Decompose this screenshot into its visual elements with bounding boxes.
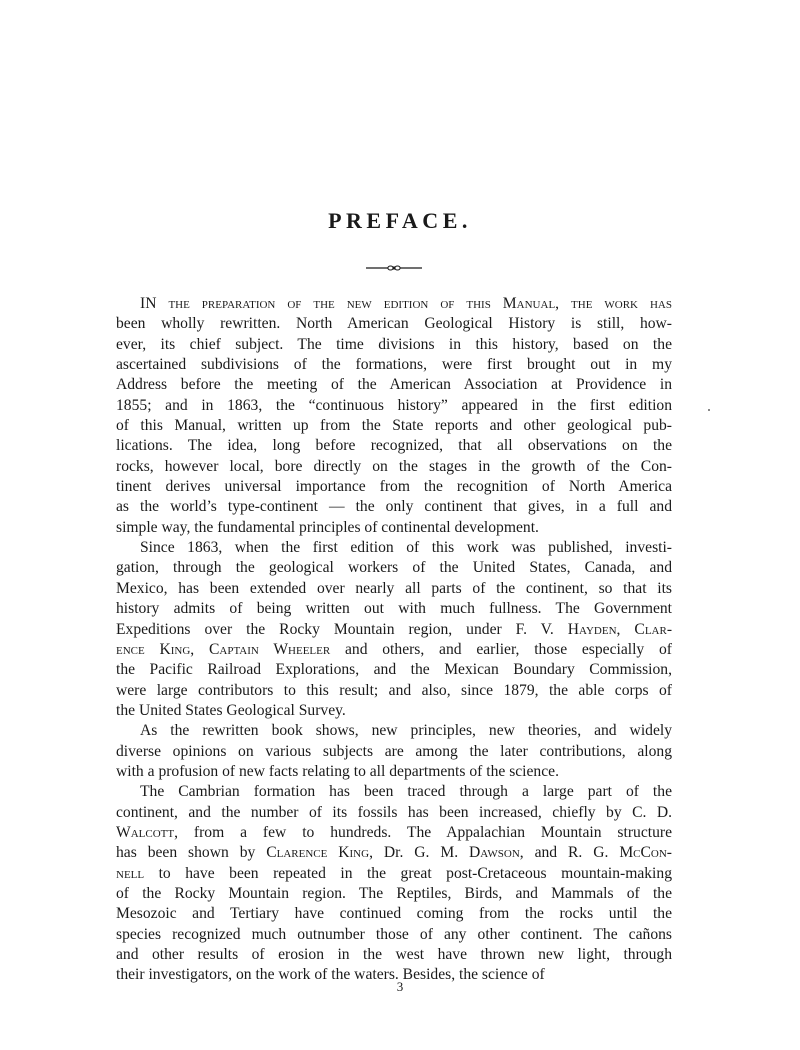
text-line: their investigators, on the work of the waters. Besides, the science of: [116, 966, 545, 984]
text-segment: has been shown by: [116, 844, 267, 862]
text-line: species recognized much outnumber those of any other continent. The cañons: [116, 925, 672, 943]
text-segment: , from a few to hundreds. The Appalachian Mountain structure: [174, 823, 672, 841]
text-line: simple way, the fundamental principles of continental development.: [116, 518, 539, 536]
paragraph: [116, 721, 672, 782]
text-line: Mesozoic and Tertiary have continued coming from the rocks until the: [116, 905, 672, 923]
text-line: the United States Geological Survey.: [116, 701, 346, 719]
text-segment: IN: [140, 295, 157, 312]
text-line: as the world’s type-continent — the only continent that gives, in a full and: [116, 498, 672, 516]
text-line: [116, 294, 672, 314]
page-title: PREFACE.: [328, 208, 472, 233]
text-line: lications. The idea, long before recognized, that all observations on the: [116, 437, 672, 455]
small-caps-name: Walcott: [116, 823, 175, 841]
text-line: The Cambrian formation has been traced through a large part of the: [140, 783, 672, 801]
text-line: ever, its chief subject. The time divisions in this history, based on the: [116, 335, 672, 353]
text-line: history admits of being written out with much fullness. The Government: [116, 600, 672, 618]
text-segment: to have been repeated in the great post-Cretaceous mountain-making: [144, 864, 672, 882]
text-line: and other results of erosion in the west have thrown new light, through: [116, 946, 672, 963]
text-line: of this Manual, written up from the State reports and other geological pub-: [116, 417, 672, 435]
small-caps-name: ence King, Captain Wheeler: [116, 640, 331, 658]
text-segment: Expeditions over the Rocky Mountain region, under F. V.: [116, 620, 568, 638]
preface-body: [116, 294, 672, 986]
text-line: gation, through the geological workers of the United States, Canada, and: [116, 559, 672, 577]
margin-speck: [708, 409, 710, 411]
text-line: rocks, however local, bore directly on the stages in the growth of the Con-: [116, 457, 672, 475]
paragraph: [116, 782, 672, 985]
text-segment: , and R. G.: [519, 844, 620, 862]
small-caps-name: the preparation of the new edition of this Manual, the work has: [156, 295, 672, 312]
text-line: 1855; and in 1863, the “continuous history” appeared in the first edition: [116, 396, 672, 414]
page-number: 3: [396, 979, 404, 994]
ornament-divider: [366, 264, 422, 272]
paragraph: [116, 294, 672, 538]
text-line: of the Rocky Mountain region. The Reptiles, Birds, and Mammals of the: [116, 884, 672, 902]
text-line: been wholly rewritten. North American Geological History is still, how-: [116, 315, 672, 333]
text-line: Since 1863, when the first edition of this work was published, investi-: [140, 539, 672, 557]
text-line: [116, 620, 672, 640]
small-caps-name: Clarence King: [266, 844, 370, 862]
text-line: ascertained subdivisions of the formations, were first brought out in my: [116, 356, 672, 374]
small-caps-name: nell: [116, 864, 145, 882]
small-caps-name: Dawson: [469, 844, 520, 862]
paragraph: [116, 538, 672, 721]
text-segment: , Dr. G. M.: [369, 844, 470, 862]
text-line: Address before the meeting of the American Association at Providence in: [116, 376, 672, 394]
text-line: with a profusion of new facts relating to all departments of the science.: [116, 762, 559, 780]
text-line: the Pacific Railroad Explorations, and the Mexican Boundary Commission,: [116, 661, 672, 679]
text-line: As the rewritten book shows, new principles, new theories, and widely: [140, 722, 672, 740]
small-caps-name: Hayden, Clar-: [567, 620, 673, 638]
text-line: Mexico, has been extended over nearly all parts of the continent, so that its: [116, 579, 672, 597]
text-line: were large contributors to this result; and also, since 1879, the able corps of: [116, 681, 672, 699]
text-line: [116, 640, 672, 660]
text-line: continent, and the number of its fossils has been increased, chiefly by C. D.: [116, 803, 672, 821]
text-line: [116, 823, 672, 843]
text-segment: and others, and earlier, those especially of: [330, 640, 672, 658]
text-line: [116, 864, 672, 884]
small-caps-name: McCon-: [619, 844, 672, 862]
text-line: tinent derives universal importance from the recognition of North America: [116, 478, 672, 496]
text-line: diverse opinions on various subjects are among the later contributions, along: [116, 742, 672, 760]
text-line: [116, 843, 672, 863]
